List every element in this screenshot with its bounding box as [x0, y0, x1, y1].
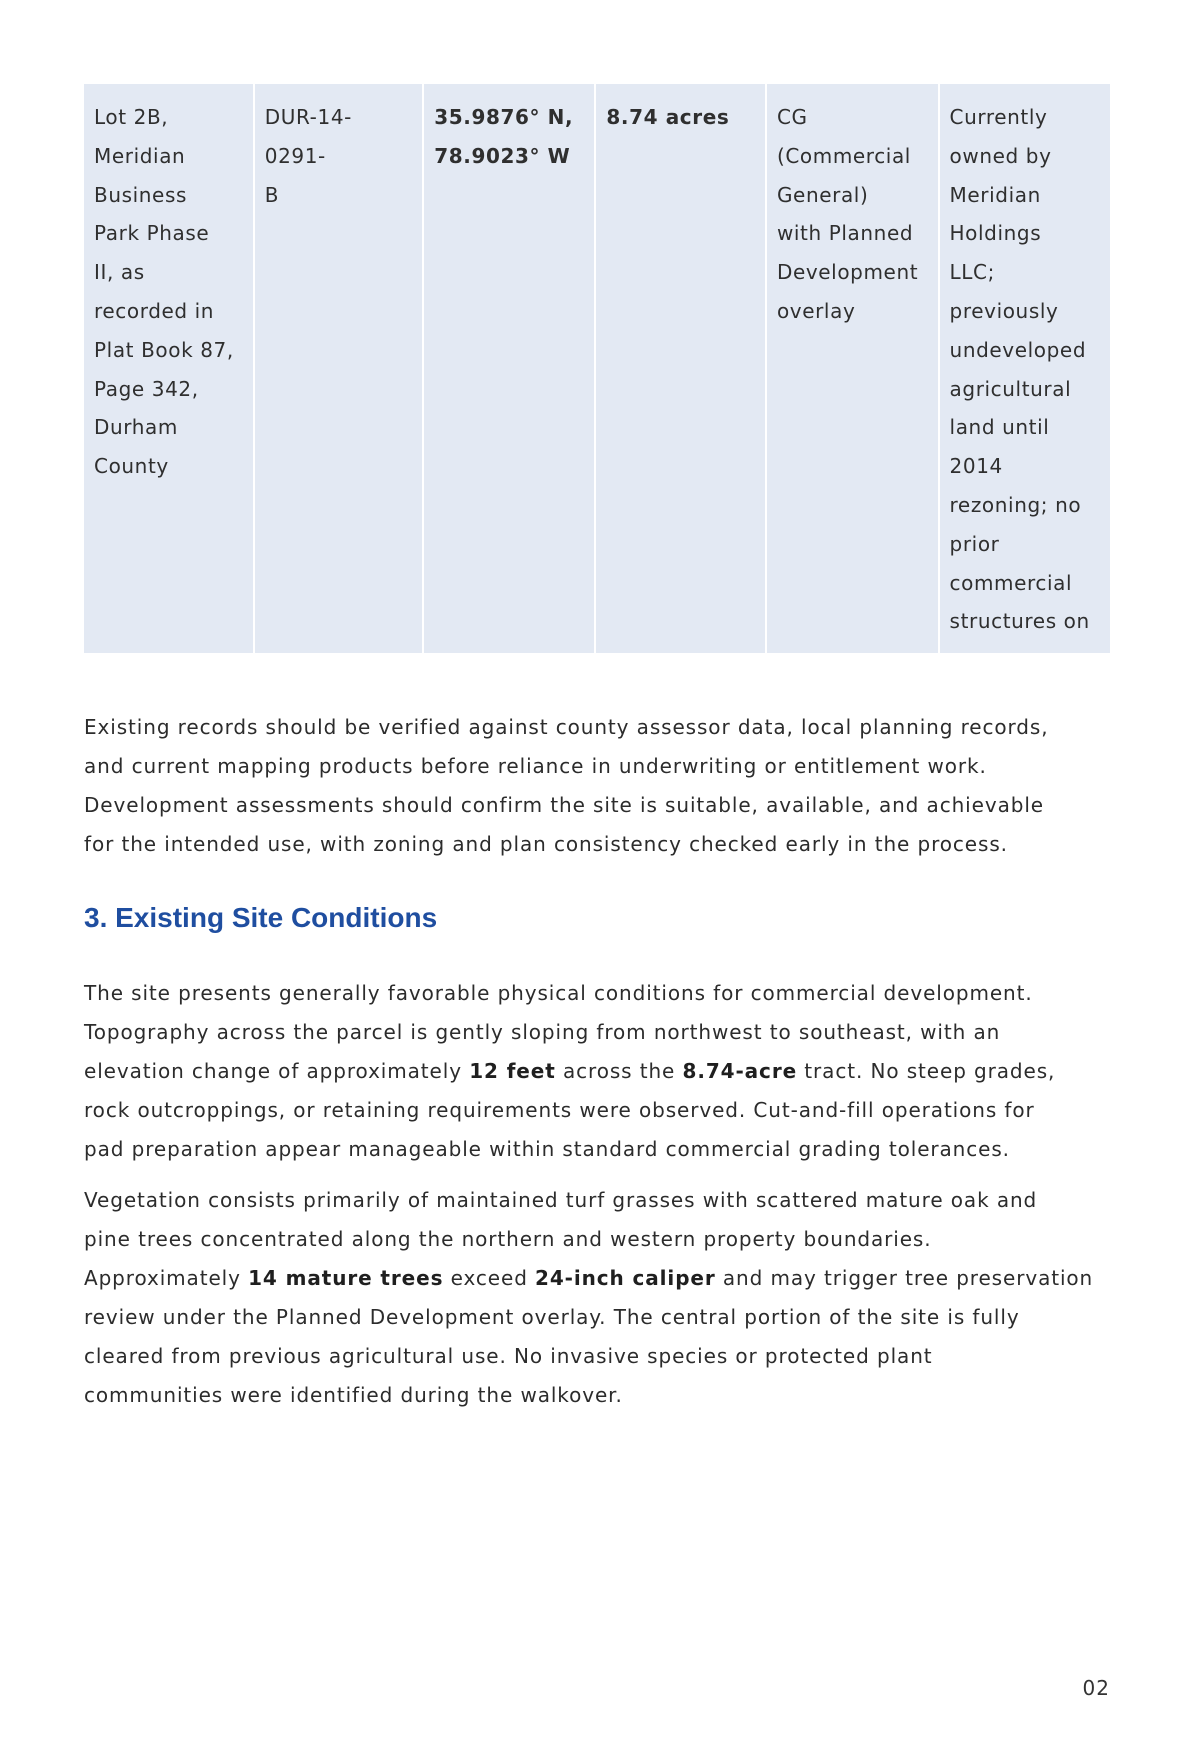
- cell-line: B: [264, 182, 280, 207]
- cell-line: CG: [776, 105, 808, 129]
- cell-line: Meridian: [949, 182, 1041, 207]
- text-line: cleared from previous agricultural use. No invasive species or protected plant: [84, 1344, 933, 1369]
- cell-line: previously: [949, 298, 1059, 323]
- cell-line: with Planned: [776, 221, 914, 246]
- text-line: communities were identified during the walkover.: [84, 1383, 623, 1408]
- cell-line: Park Phase: [94, 221, 210, 246]
- cell-line: Currently: [949, 105, 1048, 129]
- text-line: Vegetation consists primarily of maintained turf grasses with scattered mature oak and: [84, 1188, 1038, 1213]
- page-number: 02: [1082, 1676, 1110, 1700]
- cell-line: 35.9876° N,: [434, 105, 574, 129]
- cell-line: Plat Book 87,: [94, 337, 234, 362]
- text-line: review under the Planned Development overlay. The central portion of the site is fully: [84, 1305, 1020, 1330]
- text-run: and may trigger tree preservation: [715, 1266, 1094, 1291]
- cell-line: rezoning; no: [949, 492, 1082, 517]
- text-run: elevation change of approximately: [84, 1059, 470, 1084]
- elevation-change-value: 12 feet: [469, 1059, 556, 1084]
- cell-line: owned by: [949, 143, 1052, 168]
- text-run: tract. No steep grades,: [797, 1059, 1056, 1084]
- text-run: Approximately: [84, 1266, 249, 1291]
- text-line: Topography across the parcel is gently sloping from northwest to southeast, with an: [84, 1020, 1001, 1045]
- parcel-table: [82, 84, 1112, 653]
- cell-line: overlay: [776, 298, 856, 323]
- section-heading: 3. Existing Site Conditions: [84, 902, 438, 934]
- tree-count-value: 14 mature trees: [248, 1266, 444, 1291]
- text-line: rock outcroppings, or retaining requirements were observed. Cut-and-fill operations for: [84, 1098, 1035, 1123]
- text-line: Development assessments should confirm the site is suitable, available, and achievable: [84, 793, 1044, 818]
- cell-line: agricultural: [949, 376, 1072, 401]
- acreage-cell: [596, 84, 765, 653]
- cell-line: commercial: [949, 570, 1073, 595]
- cell-line: Development: [776, 260, 919, 285]
- vegetation-paragraph: [84, 1181, 1110, 1415]
- text-line: Existing records should be verified against county assessor data, local planning records,: [84, 715, 1049, 740]
- cell-line: DUR-14-0291-: [264, 105, 352, 168]
- acreage-value: 8.74-acre: [682, 1059, 798, 1084]
- text-line: pine trees concentrated along the northern and western property boundaries.: [84, 1227, 932, 1252]
- cell-line: Business: [94, 182, 187, 207]
- text-line: pad preparation appear manageable within standard commercial grading tolerances.: [84, 1137, 1010, 1162]
- document-page: [84, 84, 1110, 1415]
- text-line: [84, 1052, 1110, 1091]
- caliper-value: 24-inch caliper: [535, 1266, 716, 1291]
- cell-line: 78.9023° W: [434, 143, 571, 168]
- text-run: exceed: [443, 1266, 536, 1291]
- cell-line: II, as: [94, 260, 145, 285]
- ownership-history-cell: [940, 84, 1110, 653]
- text-line: [84, 1259, 1110, 1298]
- table-row: [84, 84, 1110, 653]
- cell-line: recorded in: [94, 298, 215, 323]
- cell-line: structures on: [949, 609, 1090, 634]
- zoning-cell: [767, 84, 938, 653]
- text-line: and current mapping products before reliance in underwriting or entitlement work.: [84, 754, 987, 779]
- parcel-id-cell: [255, 84, 422, 653]
- cell-line: LLC;: [949, 260, 995, 285]
- cell-line: Holdings: [949, 221, 1042, 246]
- cell-line: General): [776, 182, 869, 207]
- cell-line: 2014: [949, 454, 1003, 479]
- topography-paragraph: [84, 974, 1110, 1169]
- cell-line: Durham: [94, 415, 178, 440]
- cell-line: Page 342,: [94, 376, 199, 401]
- cell-line: Meridian: [94, 143, 186, 168]
- cell-line: County: [94, 454, 169, 479]
- text-run: across the: [555, 1059, 683, 1084]
- cell-line: Lot 2B,: [94, 105, 169, 129]
- cell-line: (Commercial: [776, 143, 911, 168]
- cell-line: prior: [949, 531, 1000, 556]
- cell-line: land until: [949, 415, 1050, 440]
- coordinates-cell: [424, 84, 594, 653]
- records-note-paragraph: [84, 708, 1110, 864]
- cell-line: 8.74 acres: [606, 105, 730, 129]
- cell-line: undeveloped: [949, 337, 1087, 362]
- legal-description-cell: [84, 84, 253, 653]
- text-line: The site presents generally favorable physical conditions for commercial development.: [84, 981, 1033, 1006]
- text-line: for the intended use, with zoning and plan consistency checked early in the process.: [84, 832, 1008, 857]
